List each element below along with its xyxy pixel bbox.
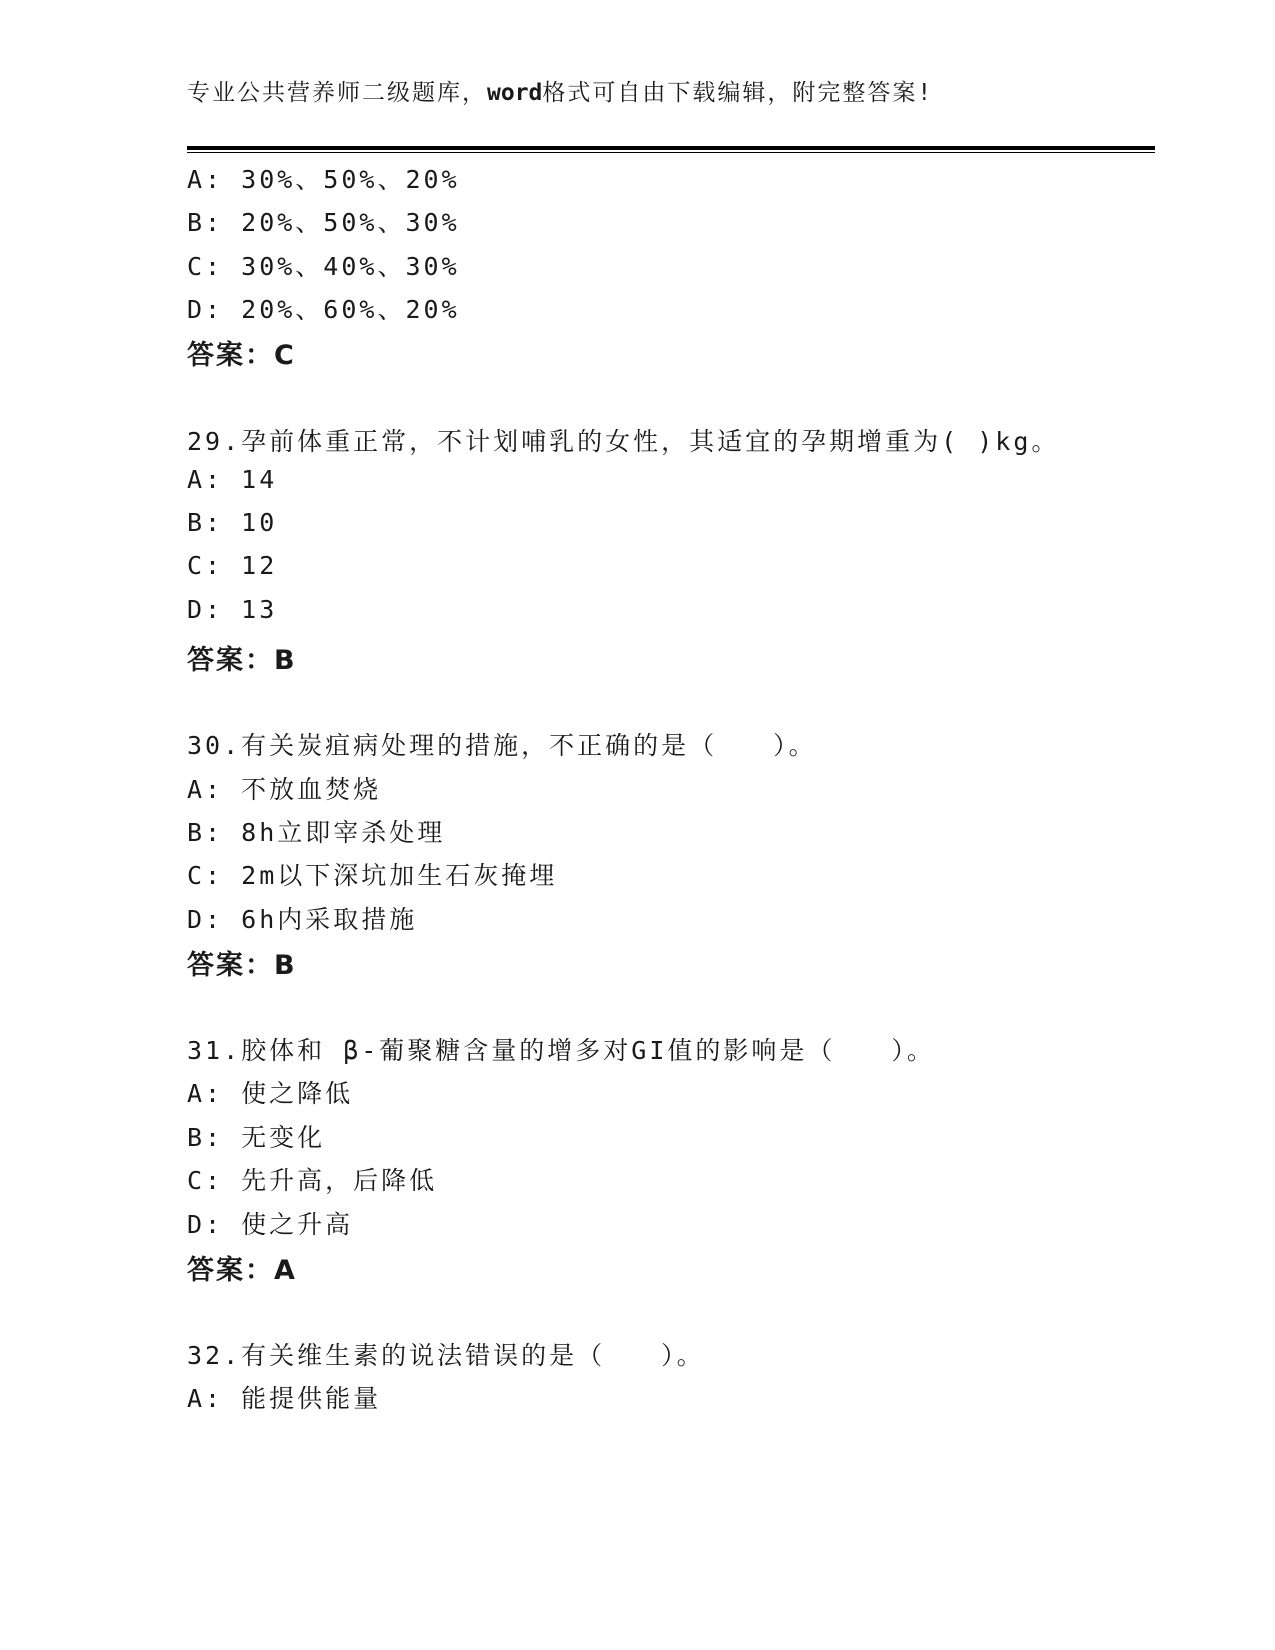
q28-option-a: A: 30%、50%、20% (187, 165, 460, 194)
q30-option-c: C: 2m以下深坑加生石灰掩埋 (187, 861, 558, 890)
q32-option-a: A: 能提供能量 (187, 1384, 382, 1413)
header-word: word (487, 80, 543, 106)
header-rule-thick (187, 146, 1155, 150)
q31-answer: 答案：A (187, 1255, 297, 1286)
q31-option-b: B: 无变化 (187, 1123, 326, 1152)
q29-answer: 答案：B (187, 645, 297, 676)
q28-option-c: C: 30%、40%、30% (187, 252, 460, 281)
q29-option-b: B: 10 (187, 508, 278, 537)
q28-option-d: D: 20%、60%、20% (187, 295, 460, 324)
q28-answer: 答案：C (187, 340, 296, 371)
q30-option-b: B: 8h立即宰杀处理 (187, 818, 446, 847)
q29-question: 29.孕前体重正常，不计划哺乳的女性，其适宜的孕期增重为( )kg。 (187, 427, 1060, 456)
q30-answer: 答案：B (187, 950, 297, 981)
q30-option-d: D: 6h内采取措施 (187, 905, 418, 934)
q31-option-c: C: 先升高，后降低 (187, 1166, 438, 1195)
q32-question: 32.有关维生素的说法错误的是（ ）。 (187, 1341, 705, 1370)
header-rule-thin (187, 152, 1155, 153)
q31-option-d: D: 使之升高 (187, 1210, 354, 1239)
q31-question: 31.胶体和 β-葡聚糖含量的增多对GI值的影响是（ ）。 (187, 1036, 935, 1065)
q29-option-d: D: 13 (187, 595, 278, 624)
q30-option-a: A: 不放血焚烧 (187, 775, 382, 804)
q29-option-c: C: 12 (187, 551, 278, 580)
page-header (187, 74, 933, 107)
header-suffix: 格式可自由下载编辑，附完整答案! (542, 80, 934, 106)
q28-option-b: B: 20%、50%、30% (187, 208, 460, 237)
q29-option-a: A: 14 (187, 465, 278, 494)
q30-question: 30.有关炭疽病处理的措施，不正确的是（ ）。 (187, 731, 817, 760)
header-prefix: 专业公共营养师二级题库， (187, 80, 487, 106)
q31-option-a: A: 使之降低 (187, 1079, 354, 1108)
